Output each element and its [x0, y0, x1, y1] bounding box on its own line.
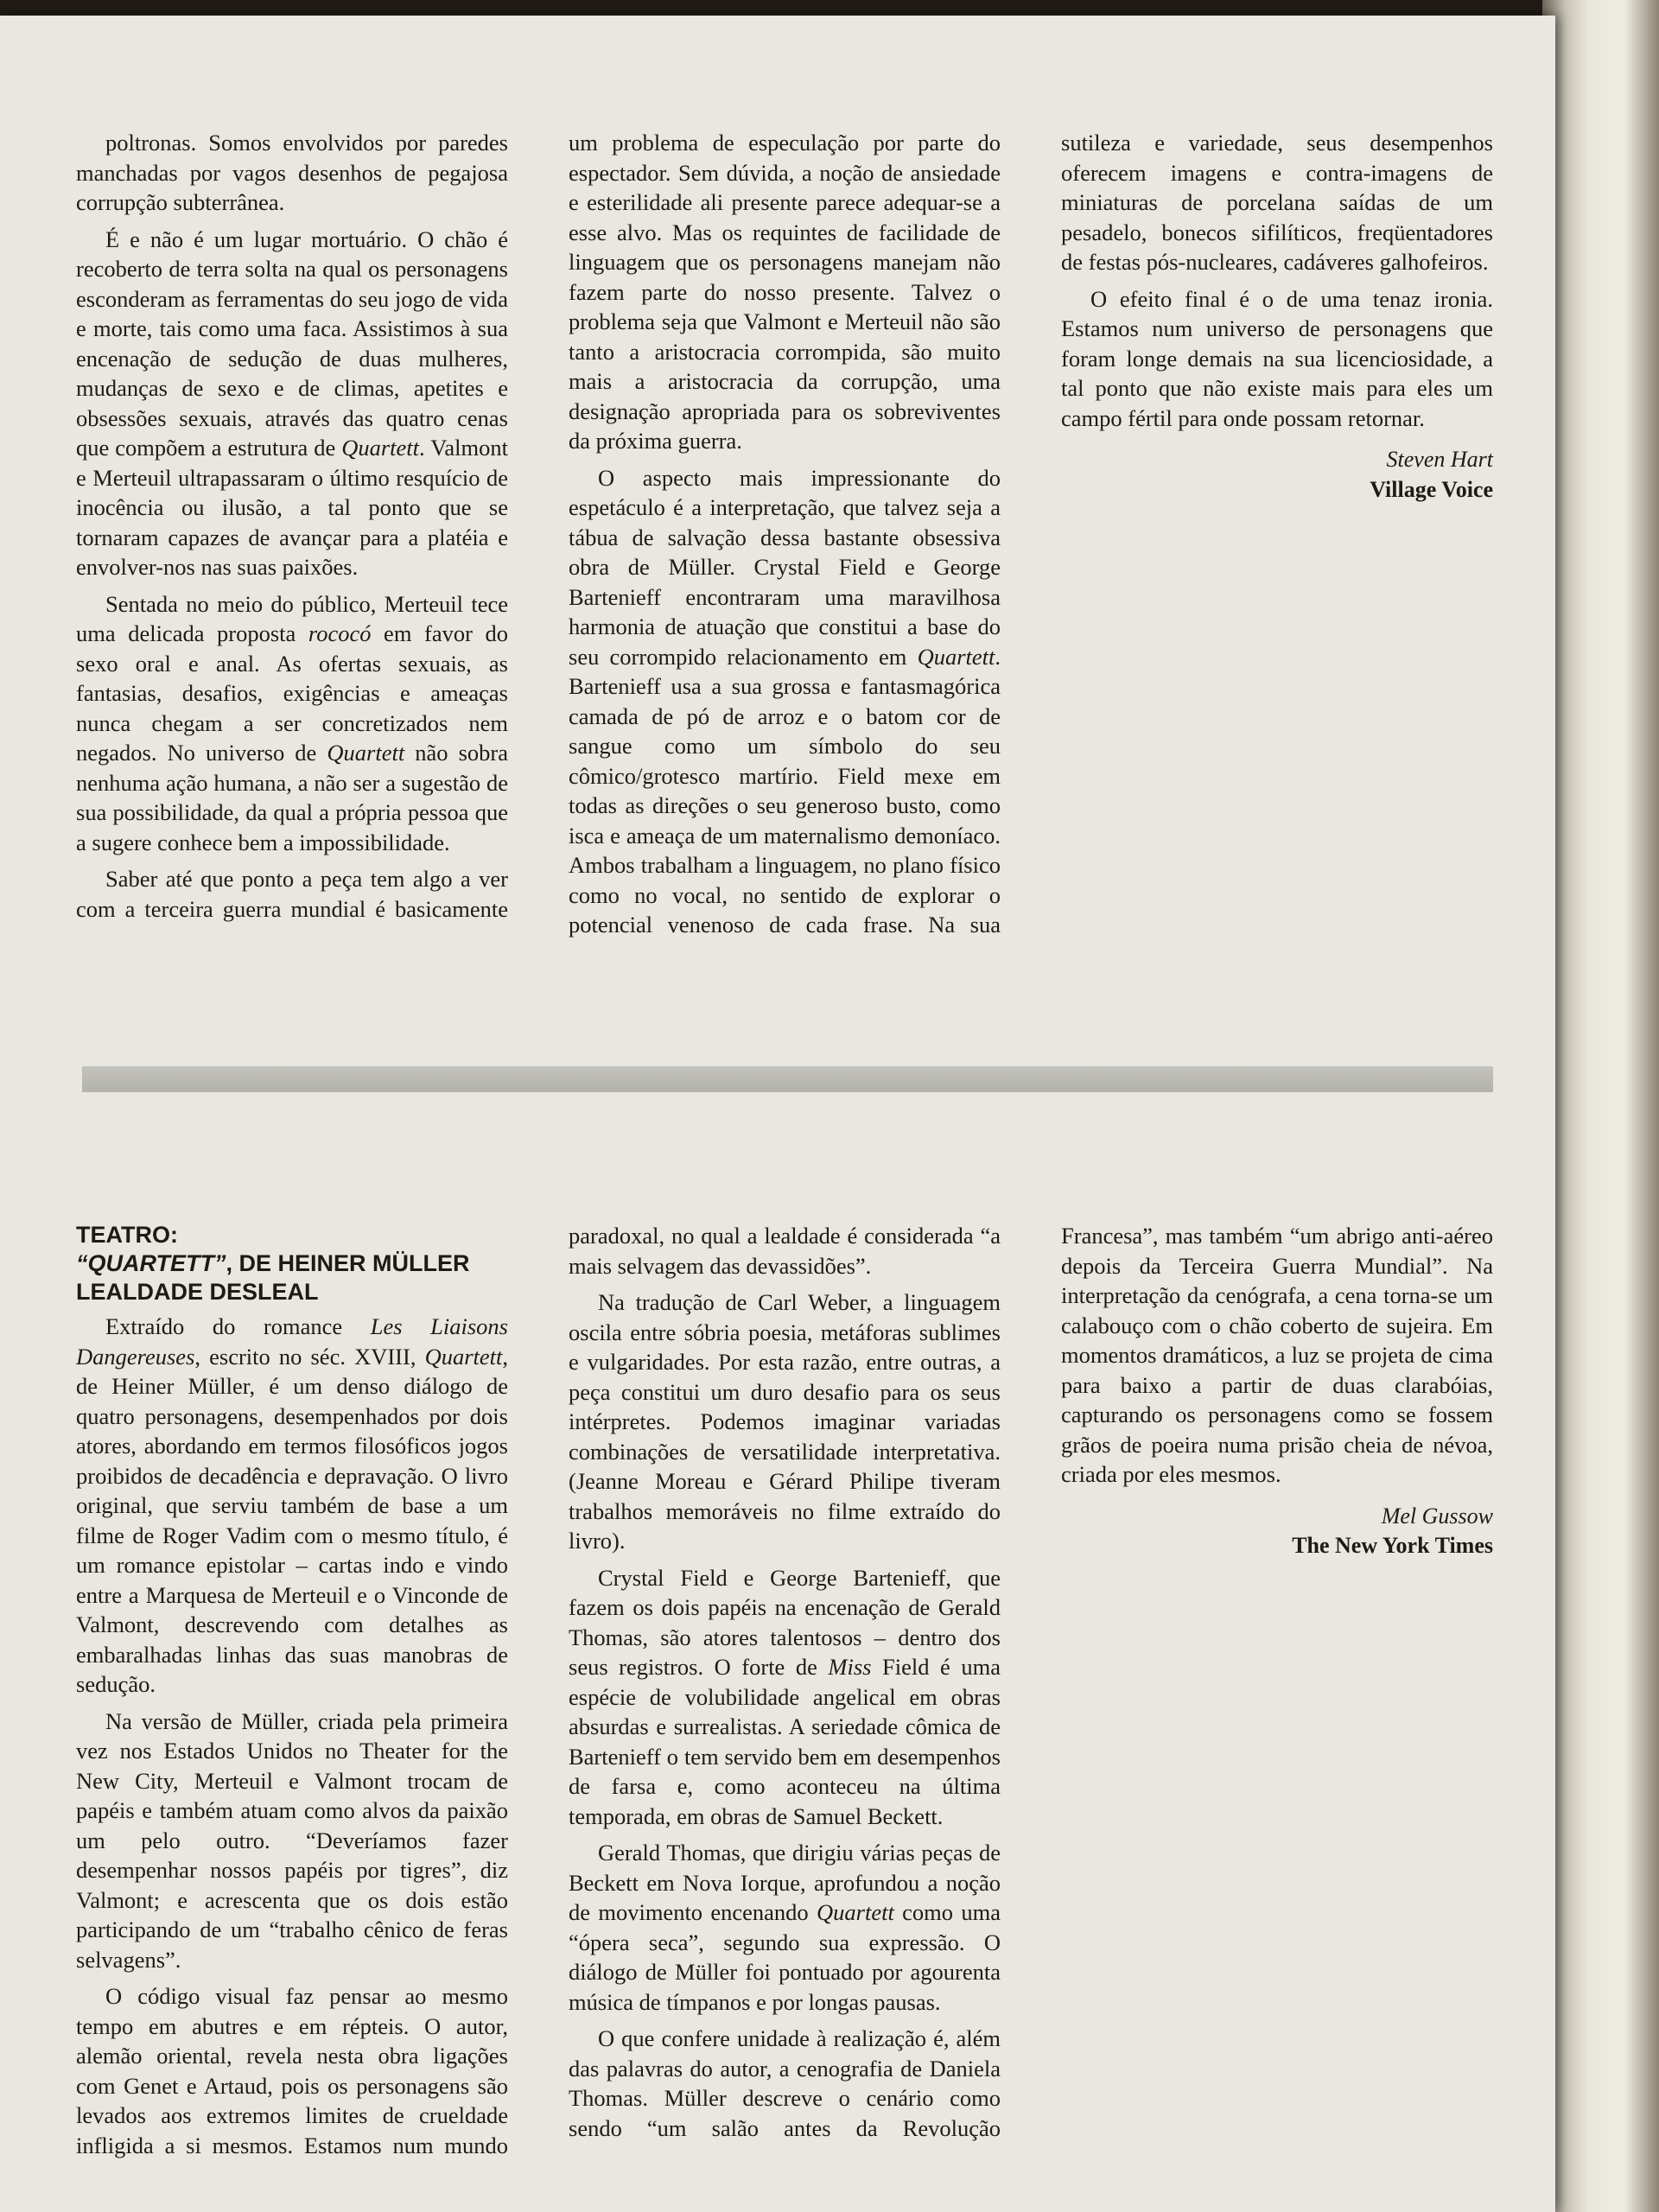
paragraph	[569, 1563, 1001, 1832]
text-run: O que confere unidade à realização é, além das palavras do autor, a cenografia de Daniela Thomas. Müller descreve o cenário como sendo “um salão antes da Revolução Francesa”, mas também “um abrigo anti-aéreo depois da Terceira Guerra Mundial”. Na interpretação da cenógrafa, a cena torna-se um calabouço com o chão coberto de sujeira. Em momentos dramáticos, a luz se projeta de cima para baixo a partir de duas clarabóias, capturando os personagens como se fossem grãos de poeira numa prisão cheia de névoa, criada por eles mesmos.	[569, 1223, 1493, 2141]
paragraph	[1061, 284, 1493, 434]
article-columns	[76, 1221, 1493, 2171]
text-run: Na versão de Müller, criada pela primeira vez nos Estados Unidos no Theater for the New City, Merteuil e Valmont trocam de papéis e também atuam como alvos da paixão um pelo outro. “Deveríamos fazer desempenhar nossos papéis por tigres”, diz Valmont; e acrescenta que os dois estão participando de um “trabalho cênico de feras selvagens”.	[76, 1707, 508, 1973]
text-run: Saber até que ponto a peça tem algo a ver com a terceira guerra mundial é basicamente um problema de especulação por parte do espectador. Sem dúvida, a noção de ansiedade e esterilidade ali presente parece adequar-se a esse alvo. Mas os requintes de facilidade de linguagem que os personagens manejam não fazem parte do nosso presente. Talvez o problema seja que Valmont e Merteuil não são tanto a aristocracia corrompida, são muito mais a aristocracia da corrupção, uma designação apropriada para os sobreviventes da próxima guerra.	[76, 130, 1001, 922]
text-run: . Valmont e Merteuil ultrapassaram o último resquício de inocência ou ilusão, a tal ponto que se tornaram capazes de avançar para a platéia e envolver-nos nas suas paixões.	[76, 435, 508, 580]
text-run: . Bartenieff usa a sua grossa e fantasmagórica camada de pó de arroz e o batom cor de sangue como um símbolo do seu cômico/grotesco martírio. Field mexe em todas as direções o seu generoso busto, como isca e ameaça de um maternalismo demoníaco. Ambos trabalham a linguagem, no plano físico como no vocal, no sentido de explorar o potencial venenoso de cada frase. Na sua sutileza e variedade, seus desempenhos oferecem imagens e contra-imagens de miniaturas de porcelana saídas de um pesadelo, bonecos sifilíticos, freqüentadores de festas pós-nucleares, cadáveres galhofeiros.	[569, 130, 1493, 938]
text-run: Na tradução de Carl Weber, a linguagem oscila entre sóbria poesia, metáforas sublimes e vulgaridades. Por esta razão, entre outras, a peça constitui um duro desafio para os seus intérpretes. Podemos imaginar variadas combinações de versatilidade interpretativa. (Jeanne Moreau e Gérard Philipe tiveram trabalhos memoráveis no filme extraído do livro).	[569, 1289, 1001, 1554]
italic-run: Quartett	[327, 740, 405, 766]
publication-name: Village Voice	[1370, 476, 1493, 502]
headline-title-quoted: “QUARTETT”	[76, 1250, 226, 1276]
section-divider	[82, 1066, 1493, 1092]
paragraph	[76, 1707, 508, 1975]
article-columns	[76, 128, 1493, 949]
article-village-voice	[76, 128, 1493, 949]
publication-name: The New York Times	[1292, 1533, 1493, 1558]
text-run: Sentada no meio do público, Merteuil tece uma delicada proposta	[76, 590, 508, 646]
text-run: Extraído do romance	[105, 1313, 371, 1339]
italic-run: rococó	[308, 620, 372, 646]
italic-run: Les Liaisons Dangereuses	[76, 1313, 508, 1370]
headline-kicker: TEATRO:	[76, 1222, 178, 1248]
text-run: O efeito final é o de uma tenaz ironia. Estamos num universo de personagens que foram longe demais na sua licenciosidade, a tal ponto que não existe mais para eles um campo fértil para onde possam retornar.	[1061, 285, 1493, 431]
italic-run: Miss	[828, 1654, 872, 1680]
text-run: O código visual faz pensar ao mesmo tempo em abutres e em répteis. O autor, alemão oriental, revela nesta obra ligações com Genet e Artaud, pois os personagens são levados aos extremos limites de crueldade infligida a si mesmos. Estamos num mundo paradoxal, no qual a lealdade é considerada “a mais selvagem das devassidões”.	[76, 1223, 1001, 2158]
article-new-york-times	[76, 1221, 1493, 2171]
text-run: poltronas. Somos envolvidos por paredes manchadas por vagos desenhos de pegajosa corrupção subterrânea.	[76, 130, 508, 215]
paragraph	[76, 1312, 508, 1700]
paragraph	[569, 1287, 1001, 1556]
article-body	[76, 1221, 1493, 2171]
next-page-edge	[1542, 0, 1659, 2212]
author-name: Steven Hart	[1386, 447, 1493, 472]
headline-subtitle: LEALDADE DESLEAL	[76, 1279, 319, 1305]
italic-run: Quartett	[817, 1899, 894, 1925]
text-run: Gerald Thomas, que dirigiu várias peças de Beckett em Nova Iorque, aprofundou a noção de movimento encenando	[569, 1840, 1001, 1925]
italic-run: Quartett	[424, 1343, 503, 1370]
text-run: É e não é um lugar mortuário. O chão é recoberto de terra solta na qual os personagens esconderam as ferramentas do seu jogo de vida e morte, tais como uma faca. Assistimos à sua encenação de sedução de duas mulheres, mudanças de sexo e de climas, apetites e obsessões sexuais, através das quatro cenas que compõem a estrutura de	[76, 226, 508, 461]
text-run: , escrito no séc. XVIII,	[194, 1343, 425, 1370]
text-run: O aspecto mais impressionante do espetáculo é a interpretação, que talvez seja a tábua de salvação dessa bastante obsessiva obra de Müller. Crystal Field e George Bartenieff encontraram uma maravilhosa harmonia de atuação que constitui a base do seu corrompido relacionamento em	[569, 464, 1001, 670]
italic-run: Quartett	[917, 643, 995, 670]
text-run: Crystal Field e George Bartenieff, que fazem os dois papéis na encenação de Gerald Thomas, são atores talentosos – dentro dos seus registros. O forte de	[569, 1564, 1001, 1680]
text-run: em favor do sexo oral e anal. As ofertas sexuais, as fantasias, desafios, exigências e ameaças nunca chegam a ser concretizados nem negados. No universo de	[76, 620, 508, 766]
text-run: como uma “ópera seca”, segundo sua expressão. O diálogo de Müller foi pontuado por agourenta música de tímpanos e por longas pausas.	[569, 1899, 1001, 2015]
paragraph	[76, 225, 508, 582]
paragraph	[569, 1838, 1001, 2017]
paragraph	[76, 589, 508, 858]
paragraph	[76, 128, 508, 218]
article-body	[76, 128, 1493, 949]
document-page	[0, 16, 1555, 2212]
headline	[76, 1221, 508, 1306]
text-run: , de Heiner Müller, é um denso diálogo de quatro personagens, desempenhados por dois atores, abordando em termos filosóficos jogos proibidos de decadência e depravação. O livro original, que serviu também de base a um filme de Roger Vadim com o mesmo título, é um romance epistolar – cartas indo e vindo entre a Marquesa de Merteuil e o Vinconde de Valmont, descrevendo com detalhes as embaralhadas linhas das suas manobras de sedução.	[76, 1343, 508, 1697]
headline-title	[76, 1249, 508, 1278]
text-run: não sobra nenhuma ação humana, a não ser a sugestão de sua possibilidade, da qual a própria pessoa que a sugere conhece bem a impossibilidade.	[76, 740, 508, 855]
text-run: Field é uma espécie de volubilidade angelical em obras absurdas e surrealistas. A seriedade cômica de Bartenieff o tem servido bem em desempenhos de farsa e, como aconteceu na última temporada, em obras de Samuel Beckett.	[569, 1654, 1001, 1829]
headline-title-rest: , DE HEINER MÜLLER	[226, 1250, 470, 1276]
author-name: Mel Gussow	[1381, 1503, 1493, 1529]
italic-run: Quartett	[341, 435, 420, 461]
